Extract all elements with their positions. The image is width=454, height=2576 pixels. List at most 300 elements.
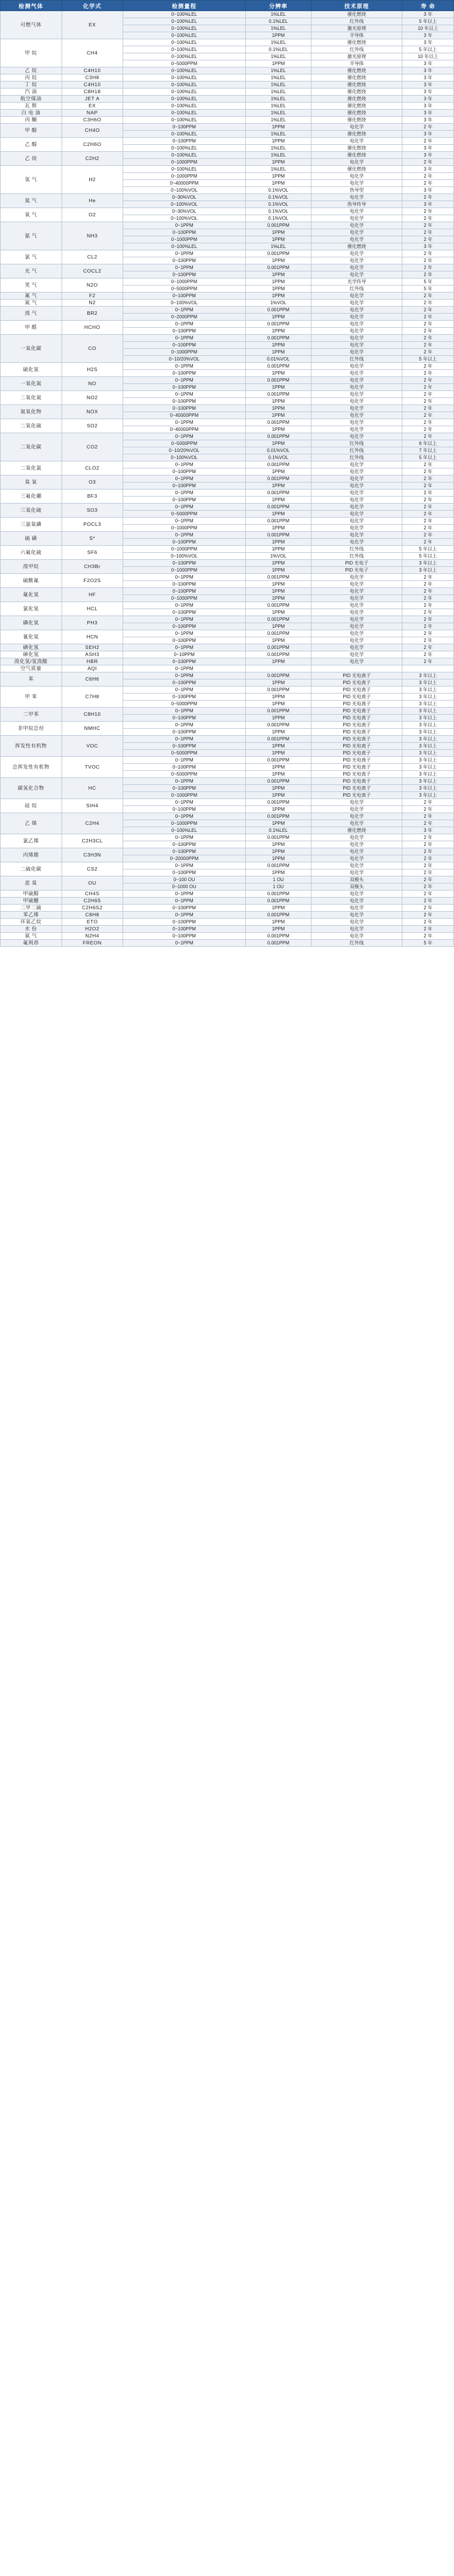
- cell-range: 0~1PPM: [123, 722, 246, 729]
- cell-resolution: 0.001PPM: [246, 518, 311, 525]
- cell-formula: POCL3: [62, 518, 123, 532]
- table-row: [1, 834, 454, 841]
- cell-technology: 电化学: [311, 236, 402, 243]
- cell-technology: 电化学: [311, 180, 402, 187]
- cell-gas-name: 苯: [1, 672, 62, 687]
- table-row: [1, 264, 454, 271]
- cell-resolution: 1PPM: [246, 236, 311, 243]
- cell-technology: 电化学: [311, 525, 402, 532]
- cell-formula: C2H6S2: [62, 905, 123, 912]
- cell-resolution: 1%LEL: [246, 74, 311, 81]
- cell-resolution: 0.001PPM: [246, 419, 311, 426]
- cell-formula: S*: [62, 532, 123, 546]
- cell-technology: 热导型: [311, 187, 402, 194]
- table-row: [1, 933, 454, 940]
- table-row: [1, 574, 454, 581]
- table-row: [1, 377, 454, 384]
- cell-gas-name: 氢 气: [1, 166, 62, 194]
- cell-resolution: 0.1%VOL: [246, 201, 311, 208]
- cell-technology: PID 光电离子: [311, 672, 402, 679]
- cell-range: 0~100%LEL: [123, 67, 246, 74]
- cell-gas-name: 砷化氢: [1, 651, 62, 658]
- cell-resolution: 1PPM: [246, 623, 311, 630]
- cell-life: 2 年: [402, 215, 454, 222]
- cell-range: 0~1PPM: [123, 602, 246, 609]
- table-row: [1, 644, 454, 651]
- cell-gas-name: 磷化氢: [1, 616, 62, 630]
- cell-technology: 电化学: [311, 602, 402, 609]
- cell-gas-name: 乙 醇: [1, 138, 62, 152]
- column-header-resolution: 分辨率: [246, 1, 311, 11]
- cell-gas-name: 挥发性有机物: [1, 736, 62, 757]
- cell-formula: CO2: [62, 433, 123, 461]
- cell-resolution: 1%LEL: [246, 145, 311, 152]
- cell-gas-name: 六氟化硫: [1, 546, 62, 560]
- cell-resolution: 1PPM: [246, 293, 311, 300]
- cell-life: 2 年: [402, 883, 454, 891]
- cell-life: 2 年: [402, 891, 454, 898]
- cell-gas-name: 光 气: [1, 264, 62, 278]
- cell-life: 10 年以上: [402, 25, 454, 32]
- cell-formula: N2H4: [62, 933, 123, 940]
- cell-formula: N2: [62, 300, 123, 307]
- cell-formula: NO2: [62, 391, 123, 405]
- cell-technology: 催化燃烧: [311, 74, 402, 81]
- cell-technology: 电化学: [311, 293, 402, 300]
- cell-resolution: 1%LEL: [246, 25, 311, 32]
- cell-technology: 电化学: [311, 658, 402, 665]
- cell-life: 3 年: [402, 96, 454, 103]
- cell-technology: 电化学: [311, 335, 402, 342]
- cell-technology: 电化学: [311, 813, 402, 820]
- cell-resolution: 0.001PPM: [246, 490, 311, 497]
- cell-range: 0~40000PPM: [123, 180, 246, 187]
- cell-life: 5 年以上: [402, 553, 454, 560]
- table-row: [1, 194, 454, 201]
- cell-formula: BF3: [62, 490, 123, 504]
- cell-resolution: 1%LEL: [246, 152, 311, 159]
- cell-life: 3 年以上: [402, 679, 454, 687]
- cell-technology: 催化燃烧: [311, 110, 402, 117]
- cell-technology: 电化学: [311, 363, 402, 370]
- cell-resolution: 0.001PPM: [246, 321, 311, 328]
- table-row: [1, 67, 454, 74]
- cell-range: 0~5000PPM: [123, 701, 246, 708]
- cell-resolution: 1PPM: [246, 581, 311, 588]
- table-row: [1, 919, 454, 926]
- cell-life: 2 年: [402, 173, 454, 180]
- table-row: [1, 532, 454, 539]
- cell-formula: NOX: [62, 405, 123, 419]
- cell-gas-name: 二氧化氯: [1, 461, 62, 475]
- cell-range: 0~100PPM: [123, 588, 246, 595]
- table-row: [1, 208, 454, 215]
- cell-resolution: 1PPM: [246, 595, 311, 602]
- cell-formula: NH3: [62, 222, 123, 250]
- cell-life: 3 年: [402, 187, 454, 194]
- cell-life: 2 年: [402, 271, 454, 278]
- cell-gas-name: 硫酰氟: [1, 574, 62, 588]
- cell-resolution: 0.001PPM: [246, 461, 311, 468]
- cell-range: 0~100PPM: [123, 637, 246, 644]
- cell-range: 0~100PPM: [123, 729, 246, 736]
- cell-technology: 电化学: [311, 391, 402, 398]
- cell-technology: 催化燃烧: [311, 67, 402, 74]
- cell-gas-name: 氯乙烯: [1, 834, 62, 848]
- cell-technology: 红外线: [311, 46, 402, 53]
- cell-life: 3 年以上: [402, 687, 454, 694]
- cell-life: 2 年: [402, 898, 454, 905]
- cell-range: 0~1PPM: [123, 307, 246, 314]
- cell-gas-name: 丙 烷: [1, 74, 62, 81]
- cell-technology: 电化学: [311, 250, 402, 257]
- cell-range: 0~100PPM: [123, 384, 246, 391]
- cell-range: 0~100%VOL: [123, 201, 246, 208]
- cell-range: 0~100%LEL: [123, 131, 246, 138]
- cell-resolution: 1PPM: [246, 926, 311, 933]
- cell-technology: 电化学: [311, 616, 402, 623]
- table-row: [1, 588, 454, 595]
- table-row: [1, 687, 454, 694]
- cell-life: 3 年: [402, 89, 454, 96]
- cell-range: 0~1PPM: [123, 665, 246, 672]
- cell-life: 2 年: [402, 236, 454, 243]
- cell-technology: PID 光电离子: [311, 764, 402, 771]
- cell-life: 2 年: [402, 250, 454, 257]
- cell-technology: 光学传导: [311, 278, 402, 286]
- cell-formula: EX: [62, 11, 123, 39]
- cell-resolution: 0.001PPM: [246, 250, 311, 257]
- cell-gas-name: 总挥发性有机物: [1, 757, 62, 778]
- cell-formula: C2H6O: [62, 138, 123, 152]
- cell-life: 2 年: [402, 623, 454, 630]
- cell-range: 0~100PPM: [123, 919, 246, 926]
- cell-range: 0~1000PPM: [123, 595, 246, 602]
- cell-technology: 电化学: [311, 919, 402, 926]
- cell-range: 0~5000PPM: [123, 60, 246, 67]
- cell-life: 2 年: [402, 335, 454, 342]
- cell-technology: 电化学: [311, 482, 402, 490]
- cell-technology: 电化学: [311, 433, 402, 440]
- cell-gas-name: 甲硫醇: [1, 891, 62, 898]
- cell-life: 2 年: [402, 307, 454, 314]
- cell-formula: VOC: [62, 736, 123, 757]
- cell-technology: 红外线: [311, 940, 402, 947]
- cell-life: 2 年: [402, 222, 454, 229]
- cell-range: 0~1000PPM: [123, 278, 246, 286]
- cell-range: 0~100%LEL: [123, 39, 246, 46]
- cell-range: 0~1PPM: [123, 264, 246, 271]
- cell-formula: HF: [62, 588, 123, 602]
- cell-technology: 电化学: [311, 891, 402, 898]
- cell-resolution: 1PPM: [246, 468, 311, 475]
- cell-gas-name: 丁 烷: [1, 81, 62, 89]
- cell-technology: 催化燃烧: [311, 11, 402, 18]
- cell-life: 2 年: [402, 377, 454, 384]
- cell-technology: 电化学: [311, 532, 402, 539]
- cell-technology: 电化学: [311, 461, 402, 468]
- cell-life: 2 年: [402, 912, 454, 919]
- cell-resolution: 0.1%VOL: [246, 215, 311, 222]
- cell-life: 3 年: [402, 103, 454, 110]
- cell-range: 0~1PPM: [123, 912, 246, 919]
- cell-gas-name: 二硫化碳: [1, 862, 62, 876]
- cell-formula: C3H6O: [62, 117, 123, 124]
- cell-gas-name: 二氧化氮: [1, 391, 62, 405]
- cell-life: 2 年: [402, 419, 454, 426]
- cell-life: 2 年: [402, 293, 454, 300]
- cell-range: 0~1PPM: [123, 518, 246, 525]
- cell-resolution: 1PPM: [246, 715, 311, 722]
- cell-technology: PID 光电离子: [311, 778, 402, 785]
- cell-formula: COCL2: [62, 264, 123, 278]
- cell-life: 2 年: [402, 862, 454, 869]
- table-row: [1, 905, 454, 912]
- cell-range: 0~100%VOL: [123, 553, 246, 560]
- cell-resolution: 0.1%VOL: [246, 454, 311, 461]
- cell-gas-name: 甲硫醚: [1, 898, 62, 905]
- table-row: [1, 722, 454, 729]
- cell-range: 0~1PPM: [123, 377, 246, 384]
- table-row: [1, 96, 454, 103]
- cell-technology: PID 光电离子: [311, 757, 402, 764]
- cell-life: 2 年: [402, 820, 454, 827]
- cell-resolution: 1PPM: [246, 771, 311, 778]
- cell-formula: He: [62, 194, 123, 208]
- cell-life: 7 年以上: [402, 447, 454, 454]
- cell-formula: C8H10: [62, 708, 123, 722]
- cell-range: 0~1PPM: [123, 532, 246, 539]
- cell-technology: 电化学: [311, 806, 402, 813]
- cell-formula: C2H6S: [62, 898, 123, 905]
- cell-resolution: 0.001PPM: [246, 651, 311, 658]
- cell-resolution: 1PPM: [246, 60, 311, 67]
- cell-resolution: 0.01%VOL: [246, 356, 311, 363]
- cell-range: 0~1PPM: [123, 834, 246, 841]
- cell-technology: 红外线: [311, 553, 402, 560]
- cell-range: 0~100 OU: [123, 876, 246, 883]
- cell-resolution: 1%LEL: [246, 53, 311, 60]
- cell-range: 0~10/20%VOL: [123, 356, 246, 363]
- cell-life: 2 年: [402, 919, 454, 926]
- cell-life: 5 年以上: [402, 46, 454, 53]
- cell-range: 0~100PPM: [123, 841, 246, 848]
- cell-range: 0~1000PPM: [123, 173, 246, 180]
- cell-formula: H2: [62, 166, 123, 194]
- cell-range: 0~100%LEL: [123, 96, 246, 103]
- cell-gas-name: 丙 酮: [1, 117, 62, 124]
- cell-range: 0~1PPM: [123, 757, 246, 764]
- cell-life: 2 年: [402, 658, 454, 665]
- cell-range: 0~100PPM: [123, 743, 246, 750]
- cell-range: 0~1PPM: [123, 475, 246, 482]
- table-row: [1, 138, 454, 145]
- cell-technology: 电化学: [311, 419, 402, 426]
- table-row: [1, 124, 454, 131]
- cell-technology: 电化学: [311, 321, 402, 328]
- cell-resolution: 1%LEL: [246, 11, 311, 18]
- cell-range: 0~100%LEL: [123, 46, 246, 53]
- cell-technology: 激光原理: [311, 53, 402, 60]
- cell-gas-name: 二甲苯: [1, 708, 62, 722]
- cell-life: 2 年: [402, 138, 454, 145]
- cell-life: 5 年以上: [402, 454, 454, 461]
- cell-resolution: 0.001PPM: [246, 940, 311, 947]
- cell-resolution: 0.001PPM: [246, 834, 311, 841]
- cell-gas-name: 恶 臭: [1, 876, 62, 891]
- cell-gas-name: 三氧化硫: [1, 504, 62, 518]
- cell-resolution: 1PPM: [246, 257, 311, 264]
- cell-resolution: 1PPM: [246, 848, 311, 855]
- table-row: [1, 560, 454, 567]
- cell-formula: CH4: [62, 39, 123, 67]
- cell-life: 2 年: [402, 933, 454, 940]
- cell-life: 3 年: [402, 39, 454, 46]
- cell-resolution: 1PPM: [246, 342, 311, 349]
- cell-resolution: 0.001PPM: [246, 778, 311, 785]
- cell-formula: TVOC: [62, 757, 123, 778]
- cell-resolution: 1PPM: [246, 560, 311, 567]
- cell-life: 6 年以上: [402, 440, 454, 447]
- cell-resolution: 0.001PPM: [246, 708, 311, 715]
- cell-range: 0~100%VOL: [123, 187, 246, 194]
- cell-resolution: 0.001PPM: [246, 475, 311, 482]
- cell-life: 2 年: [402, 637, 454, 644]
- gas-detection-table-container: [0, 0, 454, 947]
- cell-range: 0~100%VOL: [123, 215, 246, 222]
- cell-range: 0~100%VOL: [123, 300, 246, 307]
- cell-life: 2 年: [402, 651, 454, 658]
- cell-range: 0~1000PPM: [123, 792, 246, 799]
- cell-life: 2 年: [402, 511, 454, 518]
- cell-gas-name: 氮 气: [1, 300, 62, 307]
- cell-gas-name: 苯乙烯: [1, 912, 62, 919]
- cell-range: 0~100%LEL: [123, 81, 246, 89]
- cell-resolution: 1PPM: [246, 180, 311, 187]
- cell-technology: PID 光电离子: [311, 694, 402, 701]
- table-row: [1, 278, 454, 286]
- cell-resolution: 1PPM: [246, 511, 311, 518]
- cell-range: 0~100PPM: [123, 581, 246, 588]
- cell-gas-name: 乙 烯: [1, 813, 62, 834]
- cell-technology: 电化学: [311, 926, 402, 933]
- cell-resolution: 1PPM: [246, 609, 311, 616]
- cell-range: 0~1PPM: [123, 419, 246, 426]
- cell-gas-name: 乙 炔: [1, 152, 62, 166]
- cell-life: 5 年: [402, 940, 454, 947]
- cell-technology: PID 光电离子: [311, 736, 402, 743]
- table-row: [1, 110, 454, 117]
- cell-life: 2 年: [402, 482, 454, 490]
- table-row: [1, 736, 454, 743]
- cell-technology: 电化学: [311, 539, 402, 546]
- cell-life: 2 年: [402, 475, 454, 482]
- cell-formula: AQI: [62, 665, 123, 672]
- cell-life: 2 年: [402, 588, 454, 595]
- cell-resolution: 1PPM: [246, 314, 311, 321]
- cell-life: [402, 665, 454, 672]
- cell-formula: OU: [62, 876, 123, 891]
- cell-technology: 电化学: [311, 637, 402, 644]
- cell-technology: 催化燃烧: [311, 89, 402, 96]
- table-row: [1, 940, 454, 947]
- cell-life: 2 年: [402, 869, 454, 876]
- cell-resolution: 0.001PPM: [246, 898, 311, 905]
- cell-resolution: 1PPM: [246, 539, 311, 546]
- cell-technology: 电化学: [311, 370, 402, 377]
- cell-life: 2 年: [402, 616, 454, 623]
- cell-technology: 红外线: [311, 18, 402, 25]
- cell-technology: 催化燃烧: [311, 103, 402, 110]
- cell-range: 0~1PPM: [123, 250, 246, 257]
- table-row: [1, 848, 454, 855]
- cell-life: 10 年以上: [402, 53, 454, 60]
- cell-resolution: 1PPM: [246, 855, 311, 862]
- cell-range: 0~100PPM: [123, 933, 246, 940]
- cell-formula: C2H3CL: [62, 834, 123, 848]
- cell-range: 0~1PPM: [123, 862, 246, 869]
- table-row: [1, 518, 454, 525]
- cell-range: 0~100PPM: [123, 328, 246, 335]
- table-row: [1, 222, 454, 229]
- cell-range: 0~100PPM: [123, 715, 246, 722]
- table-row: [1, 504, 454, 511]
- cell-range: 0~100PPM: [123, 405, 246, 412]
- table-row: [1, 11, 454, 18]
- cell-technology: 电化学: [311, 511, 402, 518]
- cell-gas-name: 氯 气: [1, 250, 62, 264]
- gas-detection-table: [0, 0, 454, 947]
- cell-gas-name: 溴化氢/氢溴酸: [1, 658, 62, 665]
- cell-technology: 电化学: [311, 644, 402, 651]
- cell-life: 3 年以上: [402, 778, 454, 785]
- cell-life: 3 年以上: [402, 743, 454, 750]
- cell-life: 2 年: [402, 229, 454, 236]
- cell-gas-name: 氦 气: [1, 194, 62, 208]
- cell-resolution: 1PPM: [246, 750, 311, 757]
- cell-range: 0~1000PPM: [123, 159, 246, 166]
- header-row: [1, 1, 454, 11]
- cell-life: 2 年: [402, 342, 454, 349]
- cell-formula: CL2: [62, 250, 123, 264]
- cell-technology: 电化学: [311, 271, 402, 278]
- cell-resolution: 0.1%VOL: [246, 194, 311, 201]
- cell-formula: F2: [62, 293, 123, 300]
- cell-range: 0~100PPM: [123, 905, 246, 912]
- cell-gas-name: 硫 磺: [1, 532, 62, 546]
- cell-range: 0~1PPM: [123, 813, 246, 820]
- cell-gas-name: 环氧乙烷: [1, 919, 62, 926]
- cell-formula: H2O2: [62, 926, 123, 933]
- cell-resolution: 1PPM: [246, 785, 311, 792]
- cell-gas-name: 氰化氢: [1, 630, 62, 644]
- table-row: [1, 461, 454, 468]
- cell-gas-name: 氮氧化物: [1, 405, 62, 419]
- cell-formula: FREON: [62, 940, 123, 947]
- cell-range: 0~2000PPM: [123, 314, 246, 321]
- cell-gas-name: 二甲二硫: [1, 905, 62, 912]
- cell-formula: CO: [62, 335, 123, 363]
- cell-range: 0~100PPM: [123, 848, 246, 855]
- cell-formula: C4H10: [62, 67, 123, 74]
- cell-technology: 电化学: [311, 912, 402, 919]
- cell-resolution: 0.001PPM: [246, 813, 311, 820]
- cell-formula: ETO: [62, 919, 123, 926]
- cell-resolution: 0.001PPM: [246, 644, 311, 651]
- cell-range: 0~1PPM: [123, 222, 246, 229]
- cell-technology: 电化学: [311, 841, 402, 848]
- cell-gas-name: 臭 氧: [1, 475, 62, 490]
